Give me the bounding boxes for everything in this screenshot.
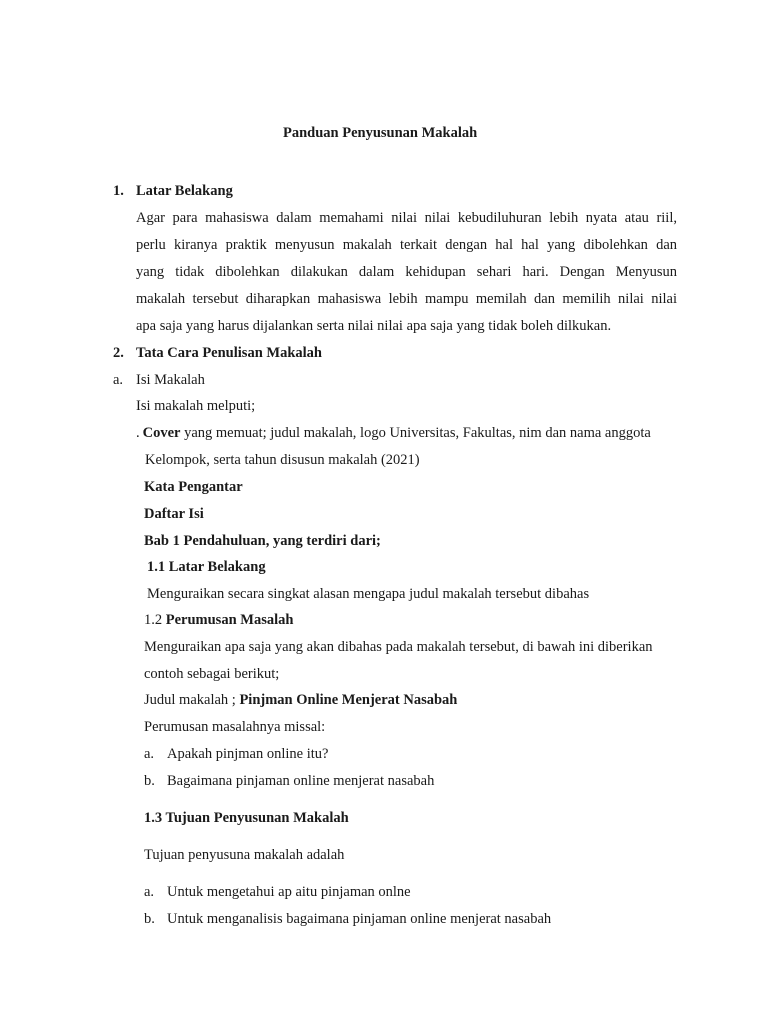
cover-label: Cover [142, 425, 181, 441]
perumusan-label: Perumusan masalahnya missal: [144, 719, 326, 735]
list-item: Untuk menganalisis bagaimana pinjaman online menjerat nasabah [167, 911, 552, 927]
section-1-heading: Latar Belakang [136, 183, 233, 199]
section-1-paragraph-line: makalah tersebut diharapkan mahasiswa lebih mampu memilah dan memilih nilai nilai [136, 291, 677, 307]
section-1-paragraph-line: apa saja yang harus dijalankan serta nilai nilai apa saja yang tidak boleh dilkukan. [136, 318, 612, 334]
page-title: Panduan Penyusunan Makalah [283, 125, 478, 141]
sub-1-1-heading: 1.1 Latar Belakang [147, 559, 266, 575]
list-item: Apakah pinjman online itu? [167, 746, 329, 762]
bab-1-heading: Bab 1 Pendahuluan, yang terdiri dari; [144, 533, 381, 549]
isi-makalah-intro: Isi makalah melputi; [136, 398, 256, 414]
section-2-heading: Tata Cara Penulisan Makalah [136, 345, 322, 361]
cover-line [136, 424, 651, 442]
tujuan-label: Tujuan penyusuna makalah adalah [144, 847, 345, 863]
kata-pengantar-heading: Kata Pengantar [144, 479, 243, 495]
section-1-paragraph-line: Agar para mahasiswa dalam memahami nilai nilai kebudiluhuran lebih nyata atau riil, [136, 210, 677, 226]
judul-makalah-value: Pinjman Online Menjerat Nasabah [239, 692, 458, 708]
cover-description: yang memuat; judul makalah, logo Universitas, Fakultas, nim dan nama anggota [180, 425, 651, 441]
daftar-isi-heading: Daftar Isi [144, 506, 204, 522]
list-marker: a. [144, 884, 155, 900]
sub-1-2-number: 1.2 [144, 612, 166, 628]
list-marker: b. [144, 911, 155, 927]
section-1-number: 1. [113, 183, 124, 199]
section-2-number: 2. [113, 345, 124, 361]
sub-1-2-description: Menguraikan apa saja yang akan dibahas pada makalah tersebut, di bawah ini diberikan [144, 639, 653, 655]
list-marker: a. [113, 372, 124, 388]
list-item: Bagaimana pinjaman online menjerat nasabah [167, 773, 435, 789]
sub-1-2-heading [144, 611, 293, 629]
section-1-paragraph-line: yang tidak dibolehkan dilakukan dalam kehidupan sehari hari. Dengan Menyusun [136, 264, 677, 280]
sub-1-2-description: contoh sebagai berikut; [144, 666, 280, 682]
cover-line-2: Kelompok, serta tahun disusun makalah (2021) [145, 452, 420, 468]
isi-makalah-label: Isi Makalah [136, 372, 205, 388]
sub-1-3-heading: 1.3 Tujuan Penyusunan Makalah [144, 810, 349, 826]
list-item: Untuk mengetahui ap aitu pinjaman onlne [167, 884, 411, 900]
list-marker: b. [144, 773, 155, 789]
judul-makalah-line [144, 691, 457, 709]
sub-1-2-title: Perumusan Masalah [165, 612, 294, 628]
section-1-paragraph-line: perlu kiranya praktik menyusun makalah terkait dengan hal hal yang dibolehkan dan [136, 237, 677, 253]
judul-makalah-label: Judul makalah ; [144, 692, 240, 708]
cover-dot: . [136, 425, 140, 441]
list-marker: a. [144, 746, 155, 762]
sub-1-1-description: Menguraikan secara singkat alasan mengapa judul makalah tersebut dibahas [147, 586, 590, 602]
